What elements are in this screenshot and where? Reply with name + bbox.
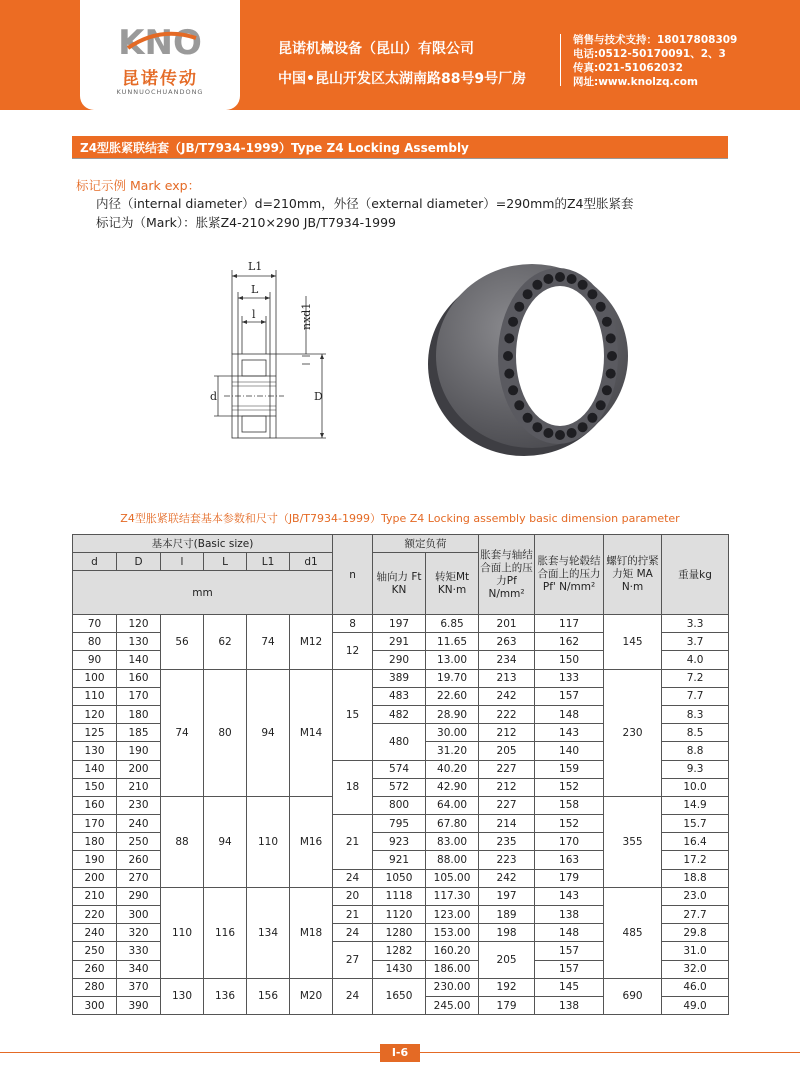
cell-mt: 6.85 [426,615,479,633]
cell-l: 130 [161,978,204,1014]
cell-ft: 482 [373,705,426,723]
cell-mt: 40.20 [426,760,479,778]
cell-d: 130 [73,742,117,760]
cell-mt: 105.00 [426,869,479,887]
cell-D: 210 [117,778,161,796]
cell-D: 170 [117,687,161,705]
cell-D: 185 [117,724,161,742]
cell-pf: 205 [479,942,535,978]
cell-pf: 201 [479,615,535,633]
cell-ft: 291 [373,633,426,651]
company-name: 昆诺机械设备（昆山）有限公司 [278,41,474,57]
section-title-bar [72,136,728,158]
bolt-head-icon [567,428,577,438]
torque-header: 转矩Mt KN·m [426,553,479,615]
label-nxd1: nxd1 [300,302,313,330]
cell-d: 220 [73,906,117,924]
cell-ma: 355 [604,796,662,887]
cell-L1: 110 [247,796,290,887]
bolt-head-icon [523,413,533,423]
page-number: I-6 [380,1044,420,1062]
cell-mt: 186.00 [426,960,479,978]
contact-sales: 销售与技术支持：18017808309 [573,34,738,46]
cell-mt: 28.90 [426,705,479,723]
cell-D: 290 [117,887,161,905]
cell-D: 270 [117,869,161,887]
cell-weight: 9.3 [662,760,729,778]
cell-d1: M16 [290,796,333,887]
bolt-head-icon [504,333,514,343]
bolt-head-icon [596,302,606,312]
cell-pf2: 150 [535,651,604,669]
cell-d1: M12 [290,615,333,670]
cell-L: 94 [204,796,247,887]
bolt-head-icon [503,351,513,361]
cell-mt: 30.00 [426,724,479,742]
cell-pf2: 140 [535,742,604,760]
cell-n: 24 [333,924,373,942]
cell-D: 190 [117,742,161,760]
l-header: l [161,553,204,571]
cell-pf2: 157 [535,687,604,705]
cell-weight: 8.8 [662,742,729,760]
cell-pf: 242 [479,869,535,887]
section-title: Z4型胀紧联结套（JB/T7934-1999）Type Z4 Locking Assembly [80,141,469,155]
cell-pf2: 163 [535,851,604,869]
locking-assembly-photo [420,252,640,462]
bolt-head-icon [508,385,518,395]
cell-ft: 1120 [373,906,426,924]
cell-mt: 83.00 [426,833,479,851]
cell-D: 120 [117,615,161,633]
mark-example-line1: 内径（internal diameter）d=210mm，外径（external diameter）=290mm的Z4型胀紧套 [96,196,634,211]
cell-pf: 222 [479,705,535,723]
cell-pf2: 158 [535,796,604,814]
table-title: Z4型胀紧联结套基本参数和尺寸（JB/T7934-1999）Type Z4 Locking assembly basic dimension parameter [120,512,680,525]
cell-d1: M14 [290,669,333,796]
cell-pf: 212 [479,724,535,742]
cell-mt: 42.90 [426,778,479,796]
contact-website[interactable]: 网址:www.knolzq.com [573,76,698,88]
table-row [73,978,729,996]
table-row [73,615,729,633]
cell-d1: M20 [290,978,333,1014]
label-d: d [210,390,218,403]
cell-l: 74 [161,669,204,796]
cell-mt: 11.65 [426,633,479,651]
bolt-head-icon [567,274,577,284]
cell-pf: 227 [479,796,535,814]
bolt-head-icon [578,422,588,432]
cell-D: 160 [117,669,161,687]
cell-weight: 29.8 [662,924,729,942]
cell-ft: 795 [373,815,426,833]
cell-d: 240 [73,924,117,942]
cell-n: 21 [333,815,373,870]
cell-mt: 22.60 [426,687,479,705]
cell-mt: 64.00 [426,796,479,814]
cell-pf: 212 [479,778,535,796]
cell-n: 27 [333,942,373,978]
cell-pf2: 148 [535,924,604,942]
cell-weight: 3.7 [662,633,729,651]
cell-mt: 31.20 [426,742,479,760]
dimension-table [72,534,729,1015]
bolt-head-icon [514,302,524,312]
cell-pf: 235 [479,833,535,851]
cell-d: 200 [73,869,117,887]
cell-weight: 32.0 [662,960,729,978]
cell-L1: 156 [247,978,290,1014]
mark-example-line2: 标记为（Mark）：胀紧Z4-210×290 JB/T7934-1999 [96,215,397,230]
bolt-head-icon [555,430,565,440]
cell-ft: 1050 [373,869,426,887]
cell-pf: 242 [479,687,535,705]
logo-english-name: KUNNUOCHUANDONG [116,88,204,96]
cell-n: 8 [333,615,373,633]
cell-pf: 192 [479,978,535,996]
cell-pf2: 143 [535,724,604,742]
cell-mt: 13.00 [426,651,479,669]
cell-d: 110 [73,687,117,705]
cell-ft: 1430 [373,960,426,978]
cell-mt: 19.70 [426,669,479,687]
cell-d: 280 [73,978,117,996]
cell-pf2: 148 [535,705,604,723]
cell-pf: 205 [479,742,535,760]
cell-D: 260 [117,851,161,869]
cell-weight: 10.0 [662,778,729,796]
bolt-head-icon [504,369,514,379]
cell-l: 56 [161,615,204,670]
axial-force-header: 轴向力 Ft KN [373,553,426,615]
cell-D: 230 [117,796,161,814]
cell-L: 62 [204,615,247,670]
cell-pf: 189 [479,906,535,924]
table-row [73,887,729,905]
cell-d: 170 [73,815,117,833]
cell-L1: 134 [247,887,290,978]
n-header: n [333,535,373,615]
cell-d: 140 [73,760,117,778]
bolt-head-icon [532,422,542,432]
cell-weight: 8.3 [662,705,729,723]
d-header: d [73,553,117,571]
cell-d: 125 [73,724,117,742]
cell-ma: 145 [604,615,662,670]
cell-ft: 483 [373,687,426,705]
label-L: L [251,283,259,296]
cell-pf2: 138 [535,906,604,924]
cell-ft: 480 [373,724,426,760]
cell-weight: 14.9 [662,796,729,814]
cell-pf: 214 [479,815,535,833]
table-header-row [73,535,729,553]
logo-chinese-name: 昆诺传动 [122,69,198,89]
cell-pf2: 152 [535,778,604,796]
cell-pf2: 145 [535,978,604,996]
cell-D: 250 [117,833,161,851]
cell-D: 240 [117,815,161,833]
cell-l: 88 [161,796,204,887]
cell-d: 180 [73,833,117,851]
logo-mark-icon [110,18,210,62]
cell-ft: 389 [373,669,426,687]
bolt-head-icon [607,351,617,361]
cell-l: 110 [161,887,204,978]
cell-pf2: 162 [535,633,604,651]
cell-pf: 223 [479,851,535,869]
cell-pf: 179 [479,996,535,1014]
cell-d: 210 [73,887,117,905]
cell-pf: 234 [479,651,535,669]
cell-ft: 574 [373,760,426,778]
cell-weight: 46.0 [662,978,729,996]
label-L1: L1 [248,260,263,273]
cell-ft: 290 [373,651,426,669]
cell-D: 140 [117,651,161,669]
cell-ma: 690 [604,978,662,1014]
cell-pf2: 179 [535,869,604,887]
cross-section-drawing [198,256,342,446]
shaft-pressure-header: 胀套与轴结合面上的压力Pf N/mm² [479,535,535,615]
cell-weight: 3.3 [662,615,729,633]
cell-n: 20 [333,887,373,905]
cell-L: 116 [204,887,247,978]
d1-header: d1 [290,553,333,571]
page-header [0,0,800,110]
label-l: l [252,308,256,321]
cell-d: 100 [73,669,117,687]
cell-pf2: 138 [535,996,604,1014]
cell-weight: 15.7 [662,815,729,833]
cell-mt: 67.80 [426,815,479,833]
bolt-head-icon [587,413,597,423]
cell-pf: 263 [479,633,535,651]
cell-weight: 27.7 [662,906,729,924]
hub-pressure-header: 胀套与轮毂结合面上的压力Pf' N/mm² [535,535,604,615]
cell-d: 260 [73,960,117,978]
mm-unit-header: mm [73,571,333,615]
cell-weight: 31.0 [662,942,729,960]
cell-weight: 23.0 [662,887,729,905]
company-address: 中国•昆山开发区太湖南路88号9号厂房 [278,71,527,87]
cell-n: 12 [333,633,373,669]
cell-ft: 1650 [373,978,426,1014]
cell-ft: 1118 [373,887,426,905]
cell-L1: 94 [247,669,290,796]
svg-text:KNO: KNO [118,23,202,62]
cell-pf2: 133 [535,669,604,687]
cell-d: 70 [73,615,117,633]
bolt-head-icon [523,289,533,299]
cell-D: 330 [117,942,161,960]
contact-phone: 电话:0512-50170091、2、3 [573,48,726,60]
cell-d: 150 [73,778,117,796]
cell-n: 24 [333,869,373,887]
bolt-head-icon [578,280,588,290]
bolt-head-icon [543,274,553,284]
cell-D: 300 [117,906,161,924]
table-row [73,796,729,814]
cell-n: 15 [333,669,373,760]
cell-D: 130 [117,633,161,651]
cell-weight: 7.7 [662,687,729,705]
cell-pf: 197 [479,887,535,905]
mark-example-heading: 标记示例 Mark exp： [76,178,201,193]
cell-weight: 4.0 [662,651,729,669]
cell-weight: 16.4 [662,833,729,851]
cell-L1: 74 [247,615,290,670]
cell-weight: 49.0 [662,996,729,1014]
L1-header: L1 [247,553,290,571]
cell-d: 80 [73,633,117,651]
D-header: D [117,553,161,571]
cell-D: 340 [117,960,161,978]
cell-pf: 198 [479,924,535,942]
contact-fax: 传真:021-51062032 [573,62,683,74]
cell-d1: M18 [290,887,333,978]
cell-D: 390 [117,996,161,1014]
cell-pf2: 157 [535,942,604,960]
header-divider [560,34,561,86]
bolt-head-icon [606,369,616,379]
cell-ft: 572 [373,778,426,796]
cell-mt: 88.00 [426,851,479,869]
rated-load-header: 额定负荷 [373,535,479,553]
contact-info [573,33,737,89]
cell-D: 200 [117,760,161,778]
cell-mt: 117.30 [426,887,479,905]
cell-pf: 213 [479,669,535,687]
bolt-head-icon [508,317,518,327]
cell-pf2: 117 [535,615,604,633]
cell-D: 320 [117,924,161,942]
screw-torque-header: 螺钉的拧紧力矩 MA N·m [604,535,662,615]
bolt-head-icon [514,400,524,410]
cell-n: 21 [333,906,373,924]
cell-pf2: 157 [535,960,604,978]
cell-d: 160 [73,796,117,814]
cell-d: 120 [73,705,117,723]
cell-pf2: 143 [535,887,604,905]
cell-mt: 153.00 [426,924,479,942]
cell-ft: 1280 [373,924,426,942]
cell-weight: 7.2 [662,669,729,687]
cell-weight: 8.5 [662,724,729,742]
weight-header: 重量kg [662,535,729,615]
label-D: D [314,390,323,403]
title-underline [72,158,728,159]
cell-ft: 800 [373,796,426,814]
bolt-head-icon [555,272,565,282]
bolt-head-icon [532,280,542,290]
cell-D: 370 [117,978,161,996]
bolt-head-icon [543,428,553,438]
cell-weight: 18.8 [662,869,729,887]
cell-weight: 17.2 [662,851,729,869]
cell-ft: 921 [373,851,426,869]
bolt-head-icon [606,333,616,343]
cell-d: 300 [73,996,117,1014]
cell-d: 190 [73,851,117,869]
cell-ft: 923 [373,833,426,851]
cell-mt: 123.00 [426,906,479,924]
cell-L: 80 [204,669,247,796]
cell-n: 18 [333,760,373,815]
cell-pf: 227 [479,760,535,778]
cell-pf2: 152 [535,815,604,833]
bolt-head-icon [602,385,612,395]
cell-mt: 245.00 [426,996,479,1014]
basic-size-header: 基本尺寸(Basic size) [73,535,333,553]
cell-mt: 230.00 [426,978,479,996]
cell-pf2: 159 [535,760,604,778]
cell-ft: 1282 [373,942,426,960]
bolt-head-icon [587,289,597,299]
cell-d: 250 [73,942,117,960]
cell-pf2: 170 [535,833,604,851]
cell-ma: 485 [604,887,662,978]
cell-ma: 230 [604,669,662,796]
logo [80,0,240,110]
L-header: L [204,553,247,571]
bolt-head-icon [602,317,612,327]
cell-d: 90 [73,651,117,669]
cell-mt: 160.20 [426,942,479,960]
bolt-head-icon [596,400,606,410]
cell-ft: 197 [373,615,426,633]
table-row [73,669,729,687]
cell-n: 24 [333,978,373,1014]
cell-D: 180 [117,705,161,723]
cell-L: 136 [204,978,247,1014]
